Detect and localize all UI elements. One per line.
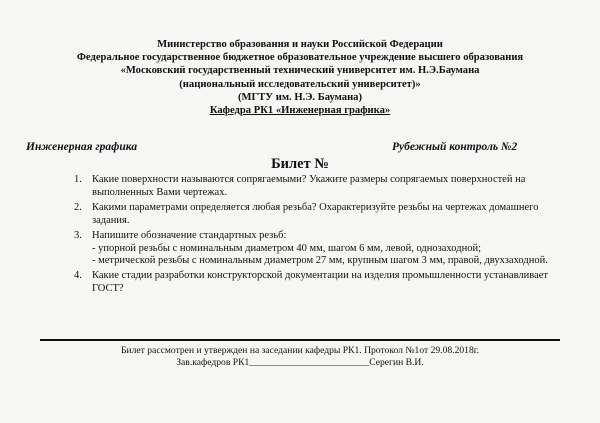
department-line: Кафедра РК1 «Инженерная графика» bbox=[209, 105, 391, 117]
signature-line: Зав.кафедров РК1_________________________Серегин В.И. bbox=[176, 357, 424, 368]
question-subline: - упорной резьбы с номинальным диаметром 40 мм, шагом 6 мм, левой, однозаходной; bbox=[92, 242, 481, 254]
question-line: Какие стадии разработки конструкторской документации на изделия промышленности устанавливает ГОСТ? bbox=[92, 270, 549, 295]
question-text bbox=[92, 174, 552, 200]
question-text bbox=[92, 230, 552, 269]
question-text bbox=[92, 202, 552, 228]
approval-footer bbox=[0, 345, 600, 369]
question-item bbox=[62, 270, 552, 296]
question-number: 1. bbox=[74, 174, 82, 185]
institution-header bbox=[60, 38, 540, 117]
university-status-line: (национальный исследовательский университет)» bbox=[179, 78, 421, 90]
footer-divider bbox=[40, 339, 560, 341]
university-name-line: «Московский государственный технический университет им. Н.Э.Баумана bbox=[120, 65, 480, 77]
question-item bbox=[62, 174, 552, 200]
control-title: Рубежный контроль №2 bbox=[392, 141, 518, 153]
question-subline: - метрической резьбы с номинальным диаметром 27 мм, крупным шагом 3 мм, правой, двухзаходной. bbox=[92, 255, 548, 267]
approval-note: Билет рассмотрен и утвержден на заседании кафедры РК1. Протокол №1от 29.08.2018г. bbox=[120, 345, 480, 356]
question-number: 2. bbox=[74, 201, 82, 213]
questions-list bbox=[62, 174, 552, 298]
question-item bbox=[62, 202, 552, 228]
subject-title: Инженерная графика bbox=[26, 141, 138, 153]
ministry-line: Министерство образования и науки Российской Федерации bbox=[157, 39, 443, 50]
question-number: 3. bbox=[74, 229, 82, 241]
question-line: Какие поверхности называются сопрягаемыми? Укажите размеры сопрягаемых поверхностей на выполненных Вами чертежах. bbox=[92, 174, 526, 198]
university-abbr-line: (МГТУ им. Н.Э. Баумана) bbox=[237, 91, 363, 103]
question-number: 4. bbox=[74, 270, 82, 282]
question-line: Какими параметрами определяется любая резьба? Охарактеризуйте резьбы на чертежах домашнего задания. bbox=[92, 201, 539, 226]
ticket-title: Билет № bbox=[271, 156, 329, 172]
question-item bbox=[62, 230, 552, 269]
institution-type-line: Федеральное государственное бюджетное образовательное учреждение высшего образования bbox=[76, 52, 524, 64]
question-text bbox=[92, 270, 552, 296]
question-line: Напишите обозначение стандартных резьб: bbox=[92, 229, 287, 241]
